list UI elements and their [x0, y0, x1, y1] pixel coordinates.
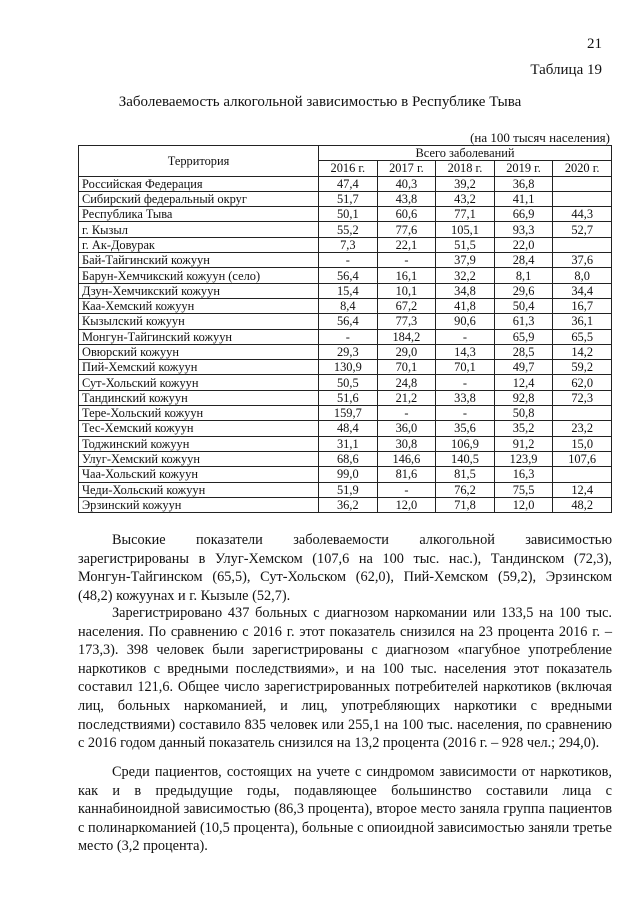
value-cell: 32,2 [436, 268, 495, 283]
value-cell: 12,4 [553, 482, 612, 497]
value-cell: 29,0 [377, 344, 436, 359]
value-cell: 14,2 [553, 344, 612, 359]
table-row [79, 283, 612, 298]
value-cell: 72,3 [553, 390, 612, 405]
table-row [79, 176, 612, 191]
value-cell: 28,4 [494, 253, 553, 268]
value-cell: - [436, 406, 495, 421]
value-cell: 43,2 [436, 191, 495, 206]
table-row [79, 482, 612, 497]
value-cell: 47,4 [319, 176, 378, 191]
table-row [79, 360, 612, 375]
value-cell: 29,6 [494, 283, 553, 298]
value-cell: 21,2 [377, 390, 436, 405]
value-cell: 107,6 [553, 451, 612, 466]
value-cell: 39,2 [436, 176, 495, 191]
value-cell [553, 406, 612, 421]
value-cell: 68,6 [319, 451, 378, 466]
value-cell: 61,3 [494, 314, 553, 329]
table-row [79, 436, 612, 451]
value-cell: 130,9 [319, 360, 378, 375]
territory-cell: Чаа-Хольский кожуун [79, 467, 319, 482]
table-label: Таблица 19 [530, 62, 602, 78]
value-cell: 33,8 [436, 390, 495, 405]
value-cell: - [377, 406, 436, 421]
value-cell: 34,4 [553, 283, 612, 298]
unit-note: (на 100 тысяч населения) [470, 130, 610, 145]
table-row [79, 406, 612, 421]
territory-cell: Тоджинский кожуун [79, 436, 319, 451]
paragraph-text: Среди пациентов, состоящих на учете с синдромом зависимости от наркотиков, как и в предыдущие годы, подавляющее большинство составили лица с каннабиноидной зависимостью (86,3 процента), второе место заняла группа пациентов с полинаркоманией (10,5 процента), больные с опиоидной зависимостью заняли третье место (3,2 процента). [78, 764, 612, 855]
value-cell: 50,4 [494, 298, 553, 313]
value-cell: 77,3 [377, 314, 436, 329]
header-year: 2018 г. [436, 161, 495, 176]
table-row [79, 421, 612, 436]
value-cell: 59,2 [553, 360, 612, 375]
value-cell: 91,2 [494, 436, 553, 451]
value-cell [553, 191, 612, 206]
value-cell: - [436, 329, 495, 344]
value-cell: 51,6 [319, 390, 378, 405]
value-cell [553, 176, 612, 191]
value-cell: 12,0 [377, 497, 436, 512]
value-cell: 34,8 [436, 283, 495, 298]
value-cell: 92,8 [494, 390, 553, 405]
value-cell: 35,2 [494, 421, 553, 436]
value-cell: 7,3 [319, 237, 378, 252]
value-cell: 49,7 [494, 360, 553, 375]
value-cell: - [436, 375, 495, 390]
value-cell: 105,1 [436, 222, 495, 237]
value-cell: 37,6 [553, 253, 612, 268]
territory-cell: г. Кызыл [79, 222, 319, 237]
value-cell: 77,6 [377, 222, 436, 237]
value-cell: 12,0 [494, 497, 553, 512]
paragraph-text: Зарегистрировано 437 больных с диагнозом наркомании или 133,5 на 100 тыс. населения. По сравнению с 2016 г. этот показатель снизился на 23 процента 2016 г. – 173,3). 398 человек были зарегистрированы с диагнозом «пагубное употребление наркотиков с вредными последствиями», и на 100 тыс. населения этот показатель составил 121,6. Общее число зарегистрированных потребителей наркотиков (включая лиц, больных наркоманией, и лиц, употребляющих наркотики с вредными последствиями) составило 835 человек или 255,1 на 100 тыс. населения, по сравнению с 2016 годом данный показатель снизился на 13,2 процента (2016 г. – 928 чел.; 294,0). [78, 605, 612, 752]
value-cell: 67,2 [377, 298, 436, 313]
table-row [79, 467, 612, 482]
header-year: 2017 г. [377, 161, 436, 176]
value-cell: 66,9 [494, 207, 553, 222]
territory-cell: Чеди-Хольский кожуун [79, 482, 319, 497]
value-cell: 22,0 [494, 237, 553, 252]
value-cell: 24,8 [377, 375, 436, 390]
value-cell: 23,2 [553, 421, 612, 436]
value-cell: 15,0 [553, 436, 612, 451]
value-cell: 123,9 [494, 451, 553, 466]
value-cell: 81,5 [436, 467, 495, 482]
paragraph-text: Высокие показатели заболеваемости алкогольной зависимостью зарегистрированы в Улуг-Хемском (107,6 на 100 тыс. нас.), Тандинском (72,3), Монгун-Тайгинском (65,5), Сут-Хольском (62,0), Пий-Хемском (59,2), Эрзинском (48,2) кожуунах и г. Кызыле (52,7). [78, 532, 612, 604]
value-cell: 106,9 [436, 436, 495, 451]
territory-cell: Овюрский кожуун [79, 344, 319, 359]
territory-cell: Сибирский федеральный округ [79, 191, 319, 206]
value-cell: 8,0 [553, 268, 612, 283]
table-body [79, 176, 612, 513]
value-cell: 65,5 [553, 329, 612, 344]
territory-cell: Тандинский кожуун [79, 390, 319, 405]
value-cell: 36,1 [553, 314, 612, 329]
value-cell: - [377, 482, 436, 497]
value-cell: 99,0 [319, 467, 378, 482]
page-number: 21 [587, 36, 602, 52]
territory-cell: Республика Тыва [79, 207, 319, 222]
territory-cell: Дзун-Хемчикский кожуун [79, 283, 319, 298]
value-cell: 52,7 [553, 222, 612, 237]
value-cell: 146,6 [377, 451, 436, 466]
header-territory: Территория [79, 146, 319, 177]
value-cell: 40,3 [377, 176, 436, 191]
value-cell: 36,8 [494, 176, 553, 191]
table-row [79, 207, 612, 222]
table-row [79, 268, 612, 283]
territory-cell: Каа-Хемский кожуун [79, 298, 319, 313]
value-cell: 35,6 [436, 421, 495, 436]
value-cell: 30,8 [377, 436, 436, 451]
value-cell: 184,2 [377, 329, 436, 344]
value-cell: 8,1 [494, 268, 553, 283]
value-cell: 50,1 [319, 207, 378, 222]
territory-cell: Тес-Хемский кожуун [79, 421, 319, 436]
header-group: Всего заболеваний [319, 146, 612, 161]
value-cell: 50,8 [494, 406, 553, 421]
value-cell: - [319, 253, 378, 268]
value-cell: 31,1 [319, 436, 378, 451]
territory-cell: г. Ак-Довурак [79, 237, 319, 252]
header-year: 2020 г. [553, 161, 612, 176]
value-cell: 10,1 [377, 283, 436, 298]
value-cell: 51,5 [436, 237, 495, 252]
value-cell: 70,1 [377, 360, 436, 375]
value-cell: 65,9 [494, 329, 553, 344]
header-year: 2016 г. [319, 161, 378, 176]
territory-cell: Сут-Хольский кожуун [79, 375, 319, 390]
table-row [79, 237, 612, 252]
value-cell: 60,6 [377, 207, 436, 222]
value-cell: 77,1 [436, 207, 495, 222]
territory-cell: Эрзинский кожуун [79, 497, 319, 512]
territory-cell: Тере-Хольский кожуун [79, 406, 319, 421]
table-row [79, 375, 612, 390]
table-row [79, 390, 612, 405]
table-row [79, 329, 612, 344]
value-cell: 8,4 [319, 298, 378, 313]
value-cell: 14,3 [436, 344, 495, 359]
value-cell: - [319, 329, 378, 344]
table-row [79, 222, 612, 237]
territory-cell: Пий-Хемский кожуун [79, 360, 319, 375]
table-row [79, 497, 612, 512]
value-cell: 37,9 [436, 253, 495, 268]
value-cell: 16,7 [553, 298, 612, 313]
table-title: Заболеваемость алкогольной зависимостью в Республике Тыва [118, 94, 522, 110]
value-cell: - [377, 253, 436, 268]
value-cell: 75,5 [494, 482, 553, 497]
territory-cell: Барун-Хемчикский кожуун (село) [79, 268, 319, 283]
table-row [79, 344, 612, 359]
value-cell: 140,5 [436, 451, 495, 466]
value-cell: 48,4 [319, 421, 378, 436]
territory-cell: Улуг-Хемский кожуун [79, 451, 319, 466]
value-cell: 93,3 [494, 222, 553, 237]
value-cell: 90,6 [436, 314, 495, 329]
value-cell: 50,5 [319, 375, 378, 390]
value-cell: 62,0 [553, 375, 612, 390]
value-cell: 71,8 [436, 497, 495, 512]
table-header-row [79, 146, 612, 161]
value-cell: 70,1 [436, 360, 495, 375]
value-cell: 55,2 [319, 222, 378, 237]
value-cell: 16,1 [377, 268, 436, 283]
value-cell [553, 237, 612, 252]
table-row [79, 191, 612, 206]
value-cell: 51,7 [319, 191, 378, 206]
value-cell: 48,2 [553, 497, 612, 512]
value-cell: 41,1 [494, 191, 553, 206]
value-cell: 29,3 [319, 344, 378, 359]
territory-cell: Бай-Тайгинский кожуун [79, 253, 319, 268]
paragraph [78, 531, 612, 605]
value-cell: 51,9 [319, 482, 378, 497]
table-row [79, 451, 612, 466]
territory-cell: Монгун-Тайгинский кожуун [79, 329, 319, 344]
table-row [79, 298, 612, 313]
paragraph [78, 604, 612, 753]
territory-cell: Российская Федерация [79, 176, 319, 191]
value-cell: 44,3 [553, 207, 612, 222]
value-cell: 22,1 [377, 237, 436, 252]
value-cell [553, 467, 612, 482]
value-cell: 41,8 [436, 298, 495, 313]
value-cell: 12,4 [494, 375, 553, 390]
paragraph [78, 763, 612, 856]
header-year: 2019 г. [494, 161, 553, 176]
incidence-table [78, 145, 612, 513]
value-cell: 56,4 [319, 314, 378, 329]
value-cell: 36,0 [377, 421, 436, 436]
value-cell: 56,4 [319, 268, 378, 283]
value-cell: 15,4 [319, 283, 378, 298]
territory-cell: Кызылский кожуун [79, 314, 319, 329]
value-cell: 16,3 [494, 467, 553, 482]
value-cell: 159,7 [319, 406, 378, 421]
value-cell: 28,5 [494, 344, 553, 359]
table-row [79, 314, 612, 329]
value-cell: 43,8 [377, 191, 436, 206]
value-cell: 76,2 [436, 482, 495, 497]
value-cell: 36,2 [319, 497, 378, 512]
table-row [79, 253, 612, 268]
value-cell: 81,6 [377, 467, 436, 482]
